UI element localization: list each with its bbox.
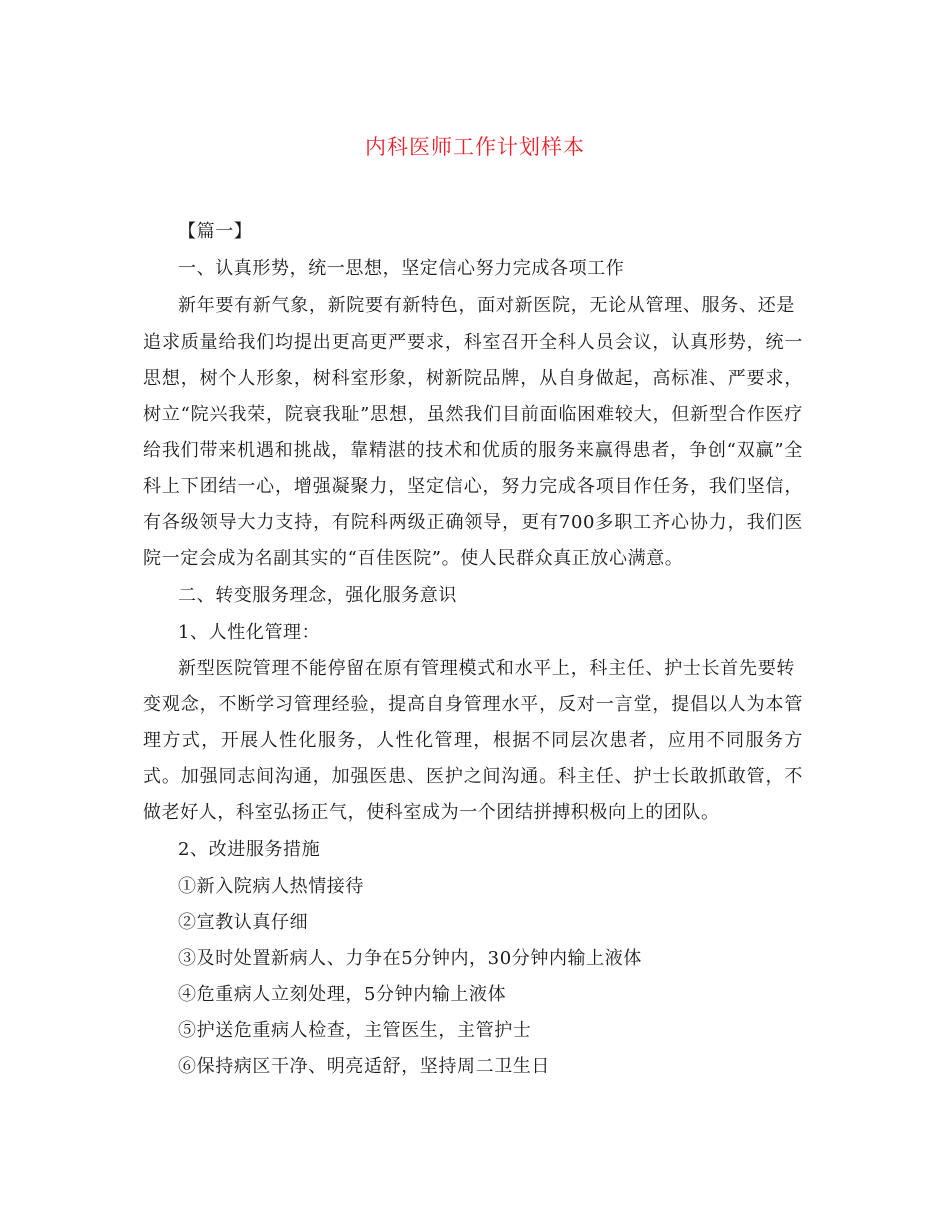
para-1-line: 思想，树个人形象，树科室形象，树新院品牌，从自身做起，高标准、严要求，	[143, 368, 803, 389]
measure-item: ③及时处置新病人、力争在5分钟内，30分钟内输上液体	[178, 948, 642, 969]
para-1-line: 树立“院兴我荣，院衰我耻”思想，虽然我们目前面临困难较大，但新型合作医疗	[143, 404, 803, 425]
para-2-line: 新型医院管理不能停留在原有管理模式和水平上，科主任、护士长首先要转	[178, 658, 795, 679]
heading-1: 一、认真形势，统一思想，坚定信心努力完成各项工作	[178, 258, 625, 279]
subheading-1: 1、人性化管理：	[178, 622, 321, 643]
measure-item: ①新入院病人热情接待	[178, 876, 364, 897]
subheading-2: 2、改进服务措施	[178, 839, 321, 860]
para-1-line: 追求质量给我们均提出更高更严要求，科室召开全科人员会议，认真形势，统一	[143, 332, 803, 353]
measure-item: ⑤护送危重病人检查，主管医生，主管护士	[178, 1020, 532, 1041]
para-1-line: 新年要有新气象，新院要有新特色，面对新医院，无论从管理、服务、还是	[178, 295, 795, 316]
para-1-line: 院一定会成为名副其实的“百佳医院”。使人民群众真正放心满意。	[143, 548, 684, 569]
para-2-line: 理方式，开展人性化服务，人性化管理，根据不同层次患者，应用不同服务方	[143, 730, 803, 751]
measure-item: ④危重病人立刻处理，5分钟内输上液体	[178, 984, 507, 1005]
measure-item: ⑥保持病区干净、明亮适舒，坚持周二卫生日	[178, 1056, 550, 1077]
heading-2: 二、转变服务理念，强化服务意识	[178, 585, 457, 606]
para-2-line: 做老好人，科室弘扬正气，使科室成为一个团结拼搏积极向上的团队。	[143, 802, 720, 823]
para-1-line: 有各级领导大力支持，有院科两级正确领导，更有700多职工齐心协力，我们医	[143, 512, 803, 533]
document-title: 内科医师工作计划样本	[365, 135, 585, 159]
para-2-line: 变观念，不断学习管理经验，提高自身管理水平，反对一言堂，提倡以人为本管	[143, 694, 803, 715]
para-2-line: 式。加强同志间沟通，加强医患、医护之间沟通。科主任、护士长敢抓敢管，不	[143, 766, 803, 787]
para-1-line: 科上下团结一心，增强凝聚力，坚定信心，努力完成各项目作任务，我们坚信，	[143, 476, 803, 497]
section-marker: 【篇一】	[178, 221, 253, 242]
measure-item: ②宣教认真仔细	[178, 912, 309, 933]
para-1-line: 给我们带来机遇和挑战，靠精湛的技术和优质的服务来赢得患者，争创“双赢”全	[143, 440, 803, 461]
